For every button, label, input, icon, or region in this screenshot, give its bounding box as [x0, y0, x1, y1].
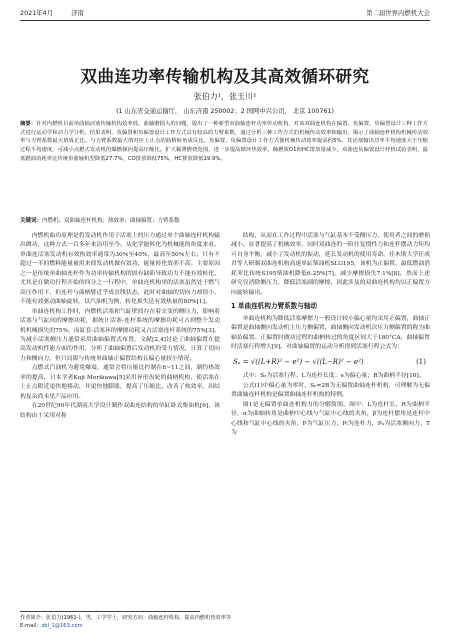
abstract	[20, 120, 428, 164]
email-link[interactable]: zbl_1@163.com	[41, 623, 83, 629]
right-paragraph: 单曲连机构为降低活塞摩擦力一般设计较小偏心量均采用正偏置，曲轴正偏置是曲轴侧向发动机主压力侧偏置，曲轴侧向发动机次压力侧偏置的称为曲轴负偏置。正偏置时做功过程的曲柄转过的角度区间大于180°CA，曲轴偏置时活塞行程增大[9]。对曲轴偏置的运动分析得到活塞行程公式为：	[231, 315, 430, 350]
equation-number: (1)	[416, 357, 426, 366]
left-paragraph: 在20世纪90年代湖南大学设计制作双曲连结构的单缸卧式柴油机[6]，该结构由于采用对称	[20, 403, 220, 419]
left-paragraph: 单曲连机构工作时，内燃机活塞和气缸壁间存在着交变的侧压力，影响着活塞与气缸间的摩擦功耗，据统计活塞-连杆系统的摩擦功耗可占到整个发动机机械损失的75%，而缸套-活塞环的摩擦功耗又占活塞连杆系统的75%[3]。为减小活塞侧压力通常采用曲轴偏置式布置，文献[2,4]讨论了曲轴偏置在提高发动机性能方面的作用，分析了曲轴偏置后发动机的受力情况，计算了切向力和侧向力，但只局限与传统单曲轴正偏置结构且偏心量较小情况。	[20, 308, 220, 362]
authors: 张伯力¹，张玉川²	[193, 92, 257, 101]
keywords-text: 内燃机；双曲轴连杆机构；热效率；曲轴偏置；力臂系数	[42, 218, 180, 224]
left-column	[20, 232, 220, 421]
paper-title: 双曲连功率传输机构及其高效循环研究	[80, 67, 370, 86]
header-place: 济南	[71, 9, 84, 17]
footnote-rule	[20, 611, 200, 612]
equation-expression: Sₑ = √((L+R)² − e²) − √((L−R)² − e²)	[233, 357, 364, 366]
abstract-text: 针对内燃机目前单曲轴活塞传输机构效率低、曲轴磨损大的问题，提出了一种新型双曲轴连杆功率传动机构，对该双曲连机构在偏置、负偏置、负偏置设计三种工作方式进行运动学和动力学分析。结果表明，负偏置和负偏置设计工作方式具有较高的力臂系数，通过分析三种工作方式的机械传动效率和输出，揭示了曲轴连杆机构机械传动效率与力臂系数最大值成正比。与力臂系数最大值对应上止点的曲柄转角成反比。负偏置、负偏置设计工作方式使机械传动效率提高约5%，其活塞输出功率平均速度大于压缩过程平均速度，可减小点燃式发动机的爆燃倾向提高压缩比。扩大稀薄燃烧范围，进一步提高循环热效率。稀燃效O1和HC排放量减少。双曲连负偏置设计样机试验表明，最低燃油消耗率比传统单曲轴机型降低27.7%，CO排放降低75%，HC排放降低19.9%。	[20, 121, 428, 162]
equation-1	[231, 352, 430, 372]
footnote	[20, 614, 231, 630]
header-conference: 第二届世界内燃机大会	[366, 9, 430, 17]
keywords	[20, 216, 428, 224]
abstract-label: 摘要：	[20, 121, 37, 127]
running-header	[20, 8, 430, 20]
affiliation: (1 山东省交通运输厅， 山东济南 250002；2 国网中兴公司， 北京 100761)	[116, 108, 334, 115]
keywords-label: 关键词：	[20, 218, 43, 224]
right-paragraph: 结构，从而在工作过程中活塞与气缸基本不受侧压力，使用者之间的磨损减小，显著提高了机械效率，同时双曲连的一阶往复惯性力和连杆摆动力矩均可自身平衡，减小了发动机的振动，延长发动机的使用寿命。佳木斯大学任成君等人研制双曲连机构高速单缸柴油机SLG195，该机为正偏置，最低燃油消耗率比传统S195柴油机降低6.25%[7]，减少摩擦损失7.1%[8]。然而上述研究仅消除侧压力，降低活塞副的摩擦，因此涉及的双曲连机构均以正偏置方向旋转输出。	[231, 233, 431, 296]
right-paragraph: 图1是无偏置单曲连机构力的分解简图，图中：L为连杆长，R为曲柄半径，α为曲轴转角是曲柄中心线与气缸中心线的夹角，β为连杆摆角是连杆中心线和气缸中心线的夹角，P为气缸压力，Pₗ为连杆力，Pₙ为活塞侧向力，T为	[231, 401, 430, 437]
right-paragraph: 公式(1)中偏心量为零时，Sₑ=2R为无偏置曲轴连杆机构，可理解为无偏置曲轴连杆机构是偏置曲轴连杆机构的特例。	[231, 382, 430, 399]
email-label: E-mail：	[20, 623, 42, 629]
header-rule	[20, 20, 430, 21]
right-column	[231, 232, 430, 439]
header-date: 2021年4月	[20, 9, 54, 17]
section-heading: 1 单曲连机构力臂系数与轴动	[231, 302, 318, 311]
left-paragraph: 点燃式汽油机为避免爆震，通常会将压缩比控制在8~11之间，制约热效率的提高。日本学者Koji Morikawa[5]采用异形齿轮的曲柄机构，使活塞在上止点附近更快地移动，并更快地膨胀，提高了压缩比，改善了热效率，因结构复杂尚未见产品应用。	[20, 365, 220, 400]
footnote-author: 作者简介：张伯力(1961-)，男，工学学士，研究方向：曲轴连杆机构，提高内燃机热效率等	[20, 615, 232, 621]
left-paragraph: 内燃机曲功原理是将发动机作用于活塞上的压力通过单个曲轴连杆机构输出做功，这种方式一百多年来沿用至今。从化学能转化为机械能的角度来看，单曲连活塞发动机有效热效率通常为30%至40%，最高至50%左右；只有不超过一半的燃料能量被用来使发动机做有效功，能量转化效率不高。主要原因之一是传统单曲轴连杆作为功率传输机构的固有缺陷导致功力不能有效转化，尤其是在做功行程开始的四分之一行程中，单曲连机构里的活塞虽然处于燃气高压作用下，但连杆与曲柄臂近乎成直线状态，此时对曲轴的切向力却很小，不能有效驱动曲轴旋转。以汽油机为例，转化损失达有效热量的80%[1]。	[20, 233, 220, 306]
right-paragraph: 式中：Sₑ为活塞行程；L为连杆长度；e为偏心量；R为曲柄半径[10]。	[242, 373, 425, 380]
